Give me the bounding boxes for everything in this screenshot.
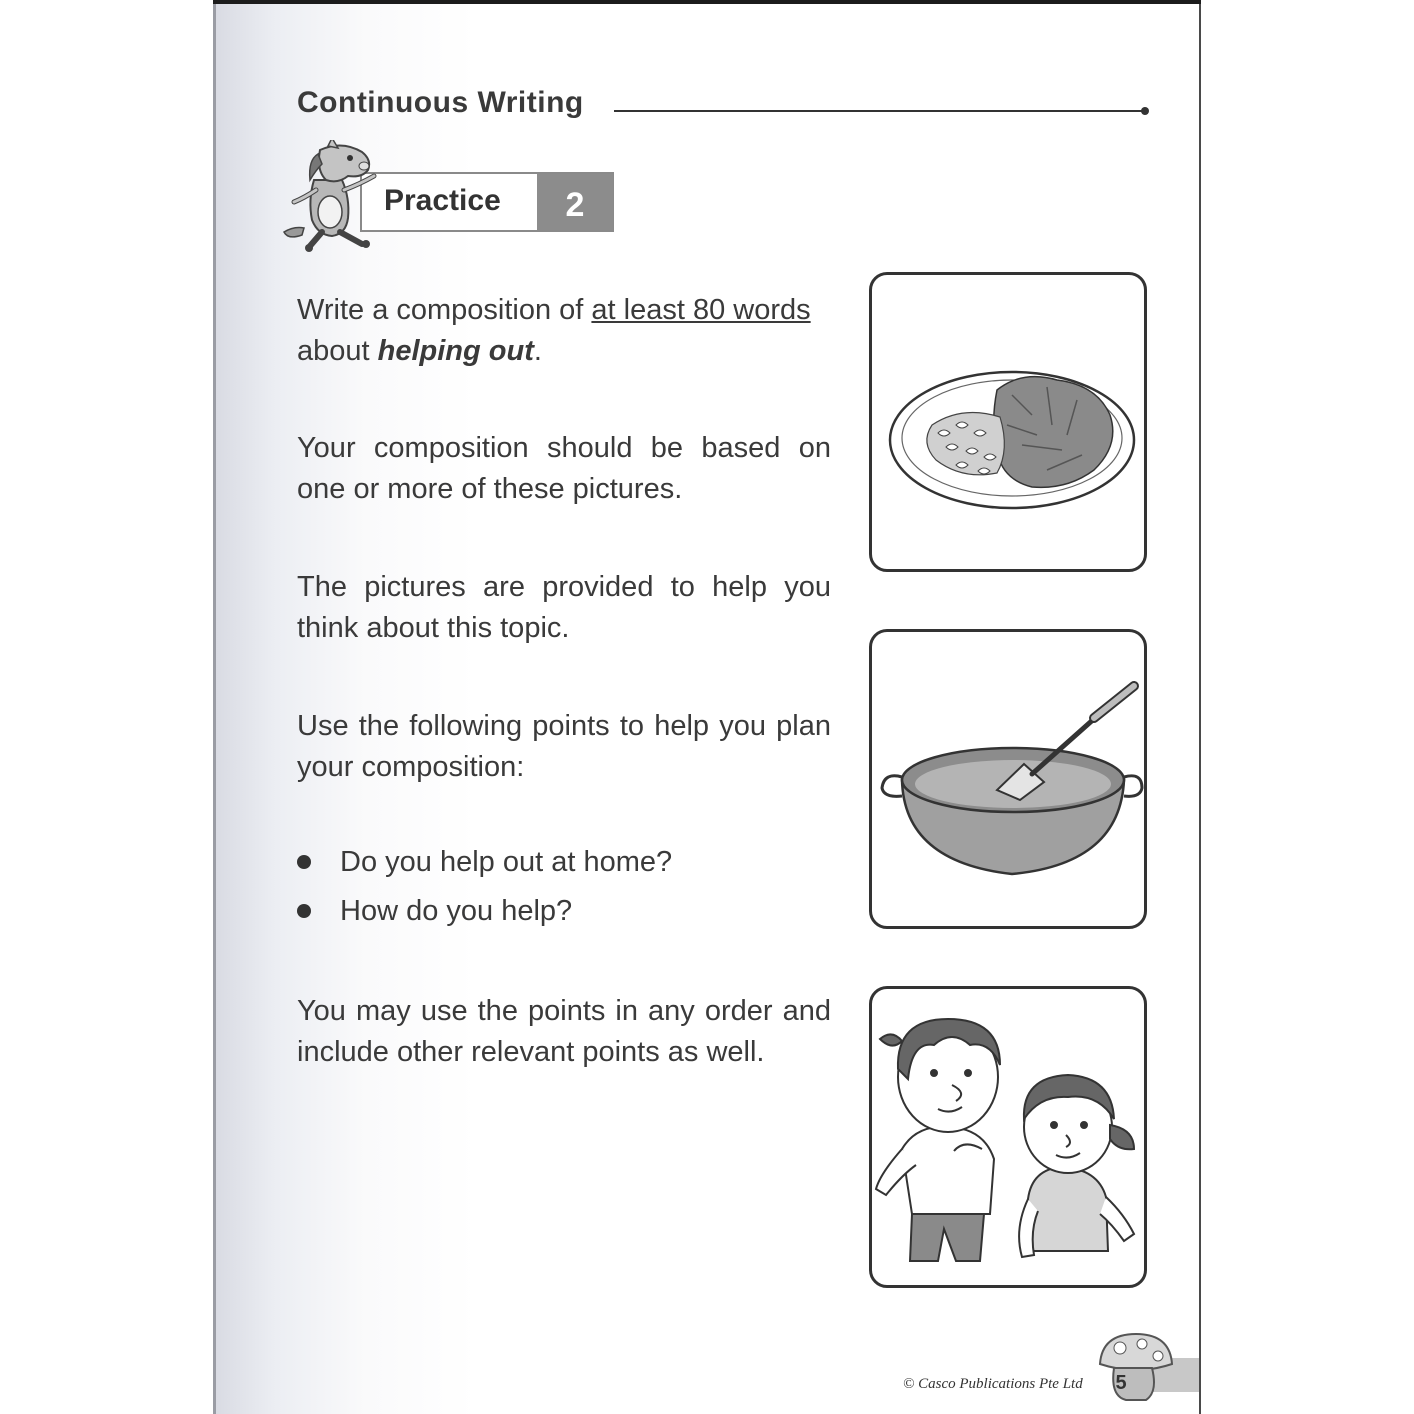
- instruction-pictures-help: The pictures are provided to help you think about this topic.: [297, 571, 831, 644]
- horse-mascot-icon: [282, 140, 382, 255]
- topic-emphasis: helping out: [377, 335, 534, 367]
- boy-and-girl-icon: [872, 989, 1147, 1288]
- instruction-text: Write a composition of: [297, 294, 592, 326]
- plate-of-vegetables-icon: [872, 275, 1147, 572]
- bullet-icon: [297, 855, 311, 869]
- instruction-word-count: [297, 290, 857, 372]
- instruction-plan-points: Use the following points to help you plan your composition:: [297, 710, 831, 783]
- instruction-pictures-basis: Your composition should be based on one or more of these pictures.: [297, 432, 831, 505]
- title-rule: [614, 110, 1144, 112]
- title-rule-dot: [1141, 107, 1149, 115]
- page-top-edge: [213, 0, 1201, 4]
- practice-number: 2: [565, 186, 585, 224]
- guide-point-text: How do you help?: [340, 895, 573, 927]
- instruction-text: .: [533, 335, 542, 367]
- picture-frame-1: [869, 272, 1147, 572]
- section-title: Continuous Writing: [297, 86, 584, 119]
- copyright-notice: © Casco Publications Pte Ltd: [903, 1376, 1083, 1392]
- wok-and-spatula-icon: [872, 632, 1147, 929]
- picture-frame-3: [869, 986, 1147, 1288]
- bullet-icon: [297, 904, 311, 918]
- guide-point-text: Do you help out at home?: [340, 846, 673, 878]
- practice-label: Practice: [384, 184, 501, 217]
- page-number: 5: [1115, 1372, 1127, 1394]
- picture-frame-2: [869, 629, 1147, 929]
- instruction-order-note: You may use the points in any order and include other relevant points as well.: [297, 995, 831, 1068]
- word-count-requirement: at least 80 words: [591, 294, 811, 326]
- instruction-text: about: [297, 335, 378, 367]
